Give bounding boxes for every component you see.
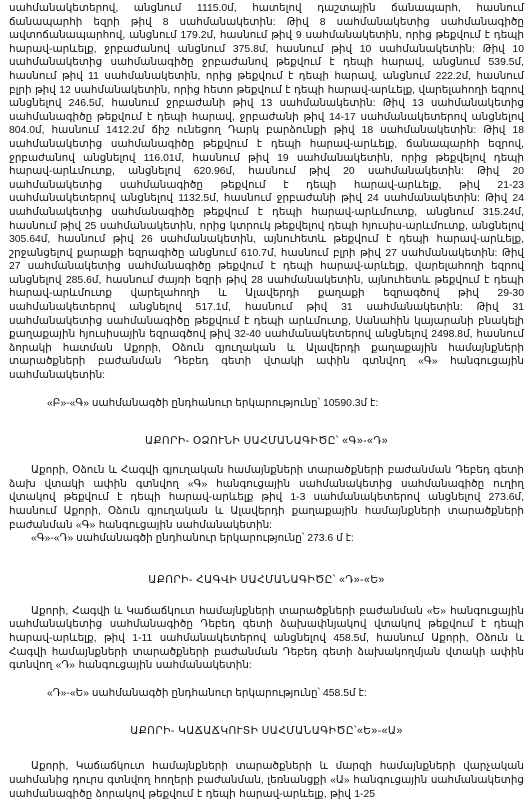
section-2-heading: ԱՔՈՐԻ- ՕՁՈՒՆԻ ՍԱՀՄԱՆԱԳԻԾԸ՝ «Գ»-«Դ» [144, 435, 389, 448]
section-3-heading: ԱՔՈՐԻ- ՀԱԳՎԻ ՍԱՀՄԱՆԱԳԻԾԸ՝ «Դ»-«Ե» [148, 573, 385, 586]
section-4-heading: ԱՔՈՐԻ- ԿԱՃԱՃԿՈՒՏԻ ՍԱՀՄԱՆԱԳԻԾԸ՝«Ե»-«Ա» [130, 725, 403, 738]
section-3-paragraph: Աքորի, Հագվի և Կաճաճկուտ համայնքների տարածքների բաժանման «Ե» հանգուցային սահմանակետից սահմանագիծը Դեբեդ գետի ձախափնյակով վտակով թեքվում է դեպի հարավ-արևելք, թիվ 1-11 սահմանակետերով անցնելով 458.5մ, հասնում Աքորի, Օձուն և Հագվի համայնքների տարածքների բաժանման Դեբեդ գետի ձախակողմյան վտակի ափին գտնվող «Դ» հանգուցային սահմանակետին: [9, 605, 524, 672]
section-1-total: «Բ»-«Գ» սահմանագծի ընդհանուր երկարությունը՝ 10590.3մ է: [47, 397, 379, 409]
section-2-paragraph: Աքորի, Օձուն և Հագվի գյուղական համայնքների տարածքների բաժանման Դեբեդ գետի ձախ վտակի ափին գտնվող «Գ» հանգուցային սահմանակետից սահմանագիծը ուղիղ վտակով թեքվում է դեպի հարավ-արևելք թիվ 1-3 սահմանակետերով անցնելով 273.6մ, հասնում Աքորի, Օձուն գյուղական և Ալավերդի քաղաքային համայնքների տարածքների բաժանման «Գ» հանգուցային սահմանակետին: [9, 465, 524, 531]
section-1-paragraph: սահմանակետերով, անցնում 1115.0մ, հատելով դաշտային ճանապարհ, հասնում ճանապարհի եզրի թիվ 8 սահմանակետին: Թիվ 8 սահմանակետից սահմանագիծը ավտոճանապարհով, անցնում 179.2մ, հասնում թիվ 9 սահմանակետին, որից թեքվում է դեպի հարավ-արևելք, ջրբաժանով անցնում 375.8մ, հասնում թիվ 10 սահմանակետին: Թիվ 10 սահմանակետից սահմանագիծը ջրբաժանով թեքվում է դեպի հարավ, անցնում 539.5մ, հասնում թիվ 11 սահմանակետին, որից թեքվում է դեպի հարավ, անցնում 222.2մ, հասնում բլրի թիվ 12 սահմանակետին, որից հետո թեքվում է դեպի հարավ-արևելք, վարելահողի եզրով անցնելով 246.5մ, հասնում ջրբաժանի թիվ 13 սահմանակետին: Թիվ 13 սահմանակետից սահմանագիծը թեքվում է դեպի հարավ, ջրբաժանի թիվ 14-17 սահմանակետերով անցնելով 804.0մ, հասնում 1412.2մ ճիշ ունեցող Դարկ բարձունքի թիվ 18 սահմանակետին: Թիվ 18 սահմանակետից սահմանագիծը թեքվում է դեպի հարավ-արևելք, ճանապարհի եզրով, ջրբաժանով անցնելով 116.01մ, հասնում թիվ 19 սահմանակետին, որից թեքվելով դեպի հարավ-արևմուտք, անցնելով 620.96մ, հասնում թիվ 20 սահմանակետին: Թիվ 20 սահմանակետից սահմանագիծը թեքվում է դեպի հարավ-արևելք, թիվ 21-23 սահմանակետերով անցնելով 1132.5մ, հասնում ջրբաժանի թիվ 24 սահմանակետին: Թիվ 24 սահմանակետից սահմանագիծը թեքվում է դեպի հարավ-արևմուտք, անցնում 315.24մ, հասնում թիվ 25 սահմանակետին, որից կտրուկ թեքվելով դեպի հյուսիս-արևմուտք, անցնելով 305.64մ, հասնում թիվ 26 սահմանակետին, այնուհետև թեքվում է դեպի հարավ-արևելք, շրջանցելով քարաքի եզրագիծը անցնում 610.7մ, հասնում բլրի թիվ 27 սահմանակետին: Թիվ 27 սահմանակետից սահմանագիծը թեքվում է դեպի հարավ-արևելք, վարելահողի եզրով անցնելով 285.6մ, հասնում ժայռի եզրի թիվ 28 սահմանակետին, այնուհետև թեքվում է դեպի հարավ-արևմուտք վարելահողի և Ալավերդի քաղաքի եզրագծով թիվ 29-30 սահմանակետերով անցնելով 517.1մ, հասնում թիվ 31 սահմանակետին: Թիվ 31 սահմանակետից սահմանագիծը թեքվում է դեպի արևմուտք, Սանահին կայարանի բնակելի քաղաքային հյուսիսային եզրագծով թիվ 32-40 սահմանակետերով անցնելով 2498.8մ, հասնում ձորակի հատման Աքորի, Օձուն գյուղական և Ալավերդի քաղաքային համայնքների տարածքների բաժանման Դեբեդ գետի վտակի ափին գտնվող «Գ» հանգուցային սահմանակետին: [9, 3, 524, 382]
section-4-paragraph: Աքորի, Կաճաճկուտ համայնքների տարածքների և մարզի համայնքների վարչական սահմանից դուրս գտնվող հողերի բաժանման, լեռնանցքի «Ա» հանգուցային սահմանակետից սահմանագիծը ձորակով թեքվում է դեպի հարավ-արևելք, թիվ 1-25 [9, 761, 524, 800]
section-2-total: «Գ»-«Դ» սահմանագծի ընդհանուր երկարությունը՝ 273.6 մ է: [31, 533, 354, 545]
section-3-total: «Դ»-«Ե» սահմանագծի ընդհանուր երկարությունը՝ 458.5մ է: [47, 687, 367, 699]
